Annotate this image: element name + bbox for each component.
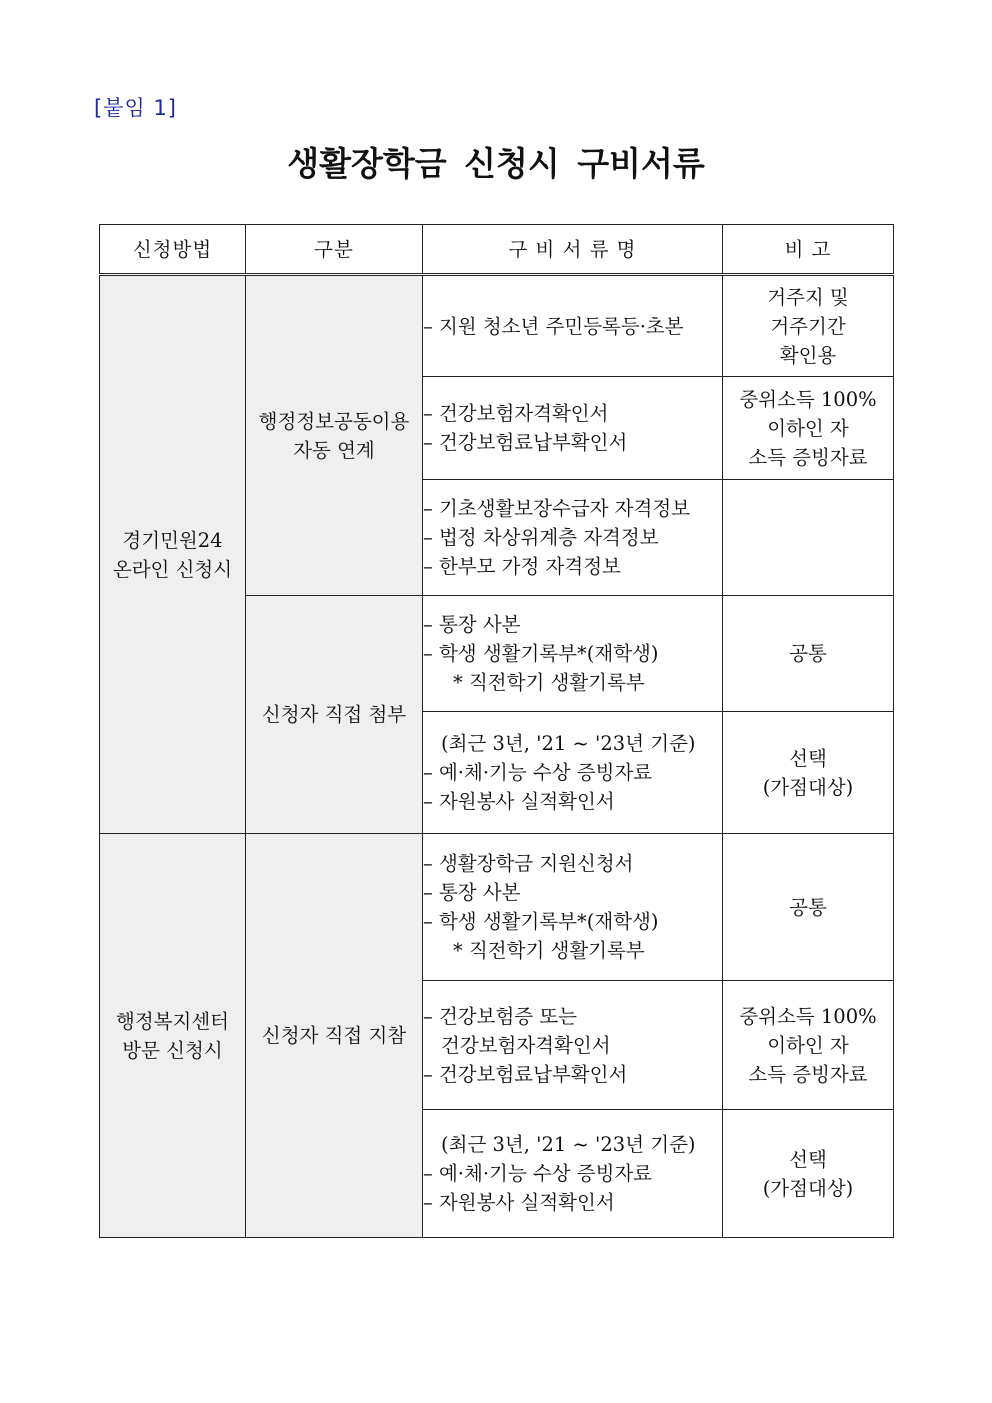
- note-line: 공통: [789, 642, 827, 665]
- document-item: – 법정 차상위계층 자격정보: [423, 526, 659, 549]
- documents-cell: [423, 596, 723, 712]
- document-item: – 예·체·기능 수상 증빙자료: [423, 1162, 653, 1185]
- document-criteria: (최근 3년, '21 ~ '23년 기준): [441, 732, 696, 755]
- note-line: 이하인 자: [767, 416, 849, 440]
- category-line: 자동 연계: [293, 438, 375, 462]
- method-online-line: 온라인 신청시: [112, 557, 233, 581]
- category-line: 행정정보공동이용: [258, 409, 410, 433]
- header-documents: 구 비 서 류 명: [423, 225, 723, 275]
- documents-cell: [423, 712, 723, 834]
- header-notes: 비 고: [723, 225, 894, 275]
- note-cell: [723, 596, 894, 712]
- note-line: 중위소득 100%: [739, 387, 877, 411]
- note-line: 이하인 자: [767, 1033, 849, 1057]
- document-item: – 기초생활보장수급자 자격정보: [423, 497, 691, 520]
- note-line: 공통: [789, 895, 827, 919]
- note-cell: [723, 377, 894, 480]
- document-footnote: * 직전학기 생활기록부: [453, 671, 645, 694]
- document-item-continued: 건강보험자격확인서: [441, 1033, 611, 1057]
- document-item: – 통장 사본: [423, 613, 521, 636]
- document-item: – 학생 생활기록부*(재학생): [423, 642, 659, 665]
- note-line: 거주기간: [770, 314, 846, 338]
- table-row: [100, 834, 894, 981]
- note-line: 거주지 및: [767, 285, 849, 309]
- document-item: – 예·체·기능 수상 증빙자료: [423, 761, 653, 784]
- method-visit: [100, 834, 246, 1238]
- note-cell: [723, 834, 894, 981]
- document-item: – 자원봉사 실적확인서: [423, 790, 615, 813]
- document-item: – 통장 사본: [423, 881, 521, 904]
- note-line: 소득 증빙자료: [748, 445, 868, 469]
- document-item: – 건강보험료납부확인서: [423, 1062, 628, 1086]
- note-line: 중위소득 100%: [739, 1004, 877, 1028]
- documents-table: [99, 224, 894, 1238]
- note-line: 선택: [789, 1147, 827, 1171]
- documents-cell: [423, 480, 723, 596]
- note-line: 소득 증빙자료: [748, 1062, 868, 1086]
- header-category: 구분: [246, 225, 423, 275]
- note-cell: [723, 981, 894, 1110]
- page-title: 생활장학금 신청시 구비서류: [287, 144, 705, 183]
- documents-cell: [423, 275, 723, 377]
- category-auto-link: [246, 275, 423, 596]
- document-item: – 자원봉사 실적확인서: [423, 1191, 615, 1214]
- method-online: [100, 275, 246, 834]
- method-visit-line: 방문 신청시: [122, 1038, 223, 1062]
- document-item: – 지원 청소년 주민등록등·초본: [423, 314, 684, 338]
- method-visit-line: 행정복지센터: [115, 1009, 230, 1033]
- method-online-line: 경기민원24: [122, 528, 223, 552]
- table-header-row: [100, 225, 894, 275]
- documents-cell: [423, 1110, 723, 1238]
- note-line: 선택: [789, 746, 827, 770]
- document-item: – 학생 생활기록부*(재학생): [423, 910, 659, 933]
- document-item: – 건강보험증 또는: [423, 1004, 578, 1028]
- note-cell: [723, 712, 894, 834]
- document-item: – 생활장학금 지원신청서: [423, 852, 634, 875]
- note-cell: [723, 275, 894, 377]
- documents-cell: [423, 377, 723, 480]
- document-item: – 건강보험료납부확인서: [423, 431, 628, 454]
- note-line: 확인용: [779, 343, 837, 367]
- document-item: – 건강보험자격확인서: [423, 402, 609, 425]
- table-row: [100, 275, 894, 377]
- note-line: (가점대상): [762, 775, 854, 799]
- note-line: (가점대상): [762, 1176, 854, 1200]
- note-cell: [723, 1110, 894, 1238]
- attachment-label: [붙임 1]: [94, 96, 177, 120]
- documents-cell: [423, 981, 723, 1110]
- note-cell: [723, 480, 894, 596]
- category-direct-bring: 신청자 직접 지참: [246, 834, 423, 1238]
- category-direct-attach: 신청자 직접 첨부: [246, 596, 423, 834]
- document-footnote: * 직전학기 생활기록부: [453, 939, 645, 962]
- documents-cell: [423, 834, 723, 981]
- header-method: 신청방법: [100, 225, 246, 275]
- document-criteria: (최근 3년, '21 ~ '23년 기준): [441, 1133, 696, 1156]
- document-item: – 한부모 가정 자격정보: [423, 555, 621, 578]
